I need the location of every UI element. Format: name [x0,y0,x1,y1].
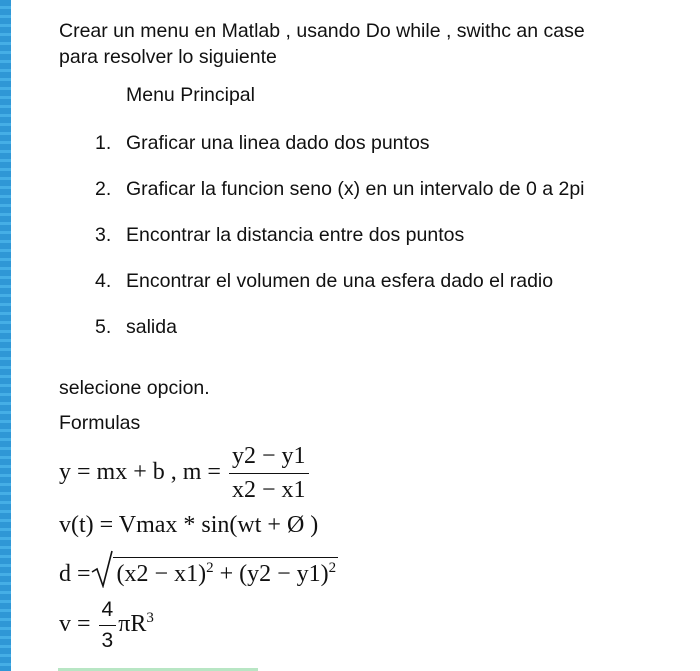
line-equation: y = mx + b [59,459,165,486]
radicand [113,557,339,588]
menu-title: Menu Principal [126,84,255,106]
sine-rhs: sin(wt + Ø ) [201,512,319,538]
exponent-x: 2 [206,560,214,576]
slope-denominator: x2 − x1 [231,477,306,503]
volume-lhs: v = [59,611,91,638]
exponent-3: 3 [146,610,154,627]
select-option-prompt: selecione opcion. [59,377,210,399]
menu-item: 2. Graficar la funcion seno (x) en un intervalo de 0 a 2pi [95,178,585,200]
formulas-heading: Formulas [59,412,141,434]
menu-item: 4. Encontrar el volumen de una esfera dado el radio [95,270,554,292]
radical-sign-icon [91,550,113,588]
distance-sqrt [59,550,338,588]
volume-formula [59,598,154,653]
exponent-y: 2 [328,560,337,576]
multiply-operator: * [183,512,196,538]
line-slope-formula [59,443,311,504]
menu-item: 5. salida [95,316,177,338]
slope-numerator: y2 − y1 [229,443,309,474]
distance-lhs: d = [59,561,91,587]
volume-fraction [99,598,117,653]
sine-lhs: v(t) = Vmax [59,512,178,538]
left-accent-bar [0,0,11,671]
menu-list [95,132,585,362]
menu-item: 1. Graficar una linea dado dos puntos [95,132,430,154]
question-text [59,18,679,70]
volume-rhs: πR [118,611,147,638]
distance-formula [59,550,338,588]
question-line-1: Crear un menu en Matlab , usando Do while , swithc an case [59,20,585,42]
volume-numerator: 4 [99,598,117,626]
sine-formula [59,512,318,539]
slope-fraction [229,443,309,504]
dist-term-x: (x2 − x1) [116,561,207,587]
volume-denominator: 3 [101,629,114,652]
question-line-2: para resolver lo siguiente [59,46,277,68]
menu-item: 3. Encontrar la distancia entre dos puntos [95,224,465,246]
dist-term-y: + (y2 − y1) [219,561,329,587]
slope-lhs: , m = [170,459,221,486]
